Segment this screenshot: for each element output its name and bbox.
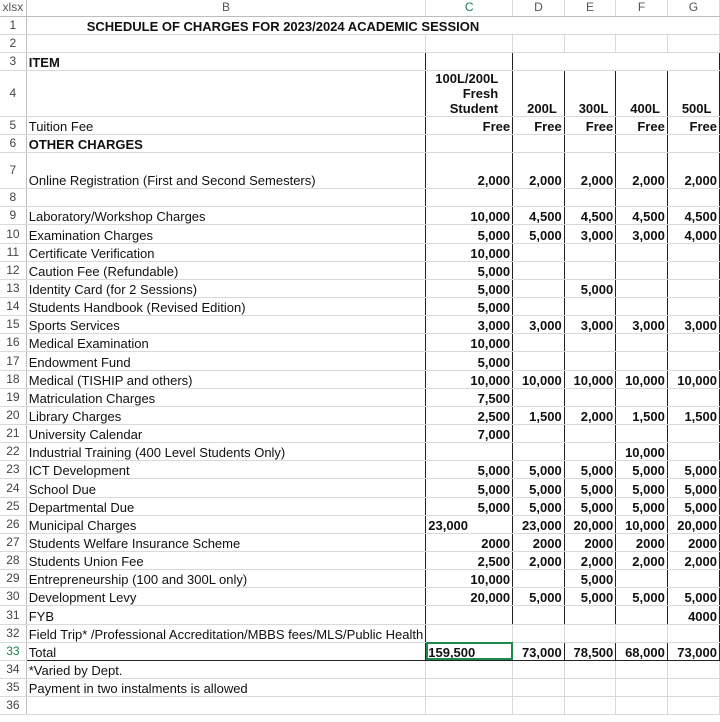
amount-cell-g[interactable] bbox=[667, 279, 719, 297]
amount-cell-c[interactable]: 5,000 bbox=[426, 461, 513, 479]
amount-cell-d[interactable]: 73,000 bbox=[513, 642, 565, 660]
amount-cell-f[interactable] bbox=[616, 388, 668, 406]
amount-cell-d[interactable]: 2000 bbox=[513, 533, 565, 551]
amount-cell-d[interactable]: 5,000 bbox=[513, 497, 565, 515]
amount-cell-e[interactable]: 2,000 bbox=[564, 406, 616, 424]
item-label-cell[interactable]: Entrepreneurship (100 and 300L only) bbox=[26, 570, 426, 588]
amount-cell-c[interactable] bbox=[426, 697, 513, 715]
amount-cell-d[interactable] bbox=[513, 570, 565, 588]
row-header[interactable]: 29 bbox=[0, 570, 26, 588]
cell[interactable] bbox=[26, 70, 426, 116]
item-label-cell[interactable]: Medical (TISHIP and others) bbox=[26, 370, 426, 388]
row-header[interactable]: 6 bbox=[0, 135, 26, 153]
sheet-row bbox=[0, 225, 720, 243]
item-label-cell[interactable]: Students Union Fee bbox=[26, 552, 426, 570]
item-header[interactable]: ITEM bbox=[26, 52, 426, 70]
amount-cell-e[interactable]: 78,500 bbox=[564, 642, 616, 660]
amount-cell-f[interactable] bbox=[616, 624, 668, 642]
column-header-f[interactable]: F bbox=[616, 0, 668, 16]
amount-cell-d[interactable] bbox=[513, 660, 565, 678]
amount-cell-g[interactable] bbox=[667, 388, 719, 406]
row-header[interactable]: 1 bbox=[0, 16, 26, 34]
amount-cell-d[interactable] bbox=[513, 298, 565, 316]
amount-cell-f[interactable] bbox=[616, 679, 668, 697]
amount-cell-g[interactable]: 2,000 bbox=[667, 552, 719, 570]
amount-cell-c[interactable] bbox=[426, 135, 513, 153]
amount-cell-c[interactable]: 3,000 bbox=[426, 316, 513, 334]
sheet-row bbox=[0, 425, 720, 443]
amount-cell-g[interactable]: Free bbox=[667, 116, 719, 134]
amount-cell-d[interactable]: 2,000 bbox=[513, 153, 565, 189]
level-header-e[interactable]: 300L bbox=[564, 70, 616, 116]
item-label-cell[interactable]: Medical Examination bbox=[26, 334, 426, 352]
amount-cell-f[interactable]: 3,000 bbox=[616, 316, 668, 334]
item-label-cell[interactable]: Caution Fee (Refundable) bbox=[26, 261, 426, 279]
sheet-row bbox=[0, 116, 720, 134]
amount-cell-f[interactable] bbox=[616, 425, 668, 443]
sheet-row bbox=[0, 697, 720, 715]
amount-cell-d[interactable] bbox=[513, 189, 565, 207]
cell[interactable] bbox=[667, 34, 719, 52]
row-header[interactable]: 34 bbox=[0, 660, 26, 678]
amount-cell-f[interactable] bbox=[616, 606, 668, 624]
amount-cell-e[interactable]: 5,000 bbox=[564, 279, 616, 297]
select-all-corner[interactable]: xlsx bbox=[0, 0, 26, 16]
amount-cell-d[interactable]: 5,000 bbox=[513, 588, 565, 606]
row-header[interactable]: 36 bbox=[0, 697, 26, 715]
amount-cell-d[interactable] bbox=[513, 334, 565, 352]
amount-cell-g[interactable] bbox=[667, 243, 719, 261]
sheet-row bbox=[0, 261, 720, 279]
amount-cell-e[interactable]: 5,000 bbox=[564, 461, 616, 479]
sheet-row bbox=[0, 370, 720, 388]
amount-cell-c[interactable]: 5,000 bbox=[426, 225, 513, 243]
item-label-cell[interactable]: Industrial Training (400 Level Students Only) bbox=[26, 443, 426, 461]
item-label-cell[interactable]: Library Charges bbox=[26, 406, 426, 424]
amount-cell-e[interactable]: 20,000 bbox=[564, 515, 616, 533]
amount-cell-f[interactable] bbox=[616, 261, 668, 279]
row-header[interactable]: 25 bbox=[0, 497, 26, 515]
amount-cell-g[interactable] bbox=[667, 261, 719, 279]
sheet-row bbox=[0, 153, 720, 189]
amount-cell-g[interactable]: 4,500 bbox=[667, 207, 719, 225]
sheet-row bbox=[0, 443, 720, 461]
amount-cell-g[interactable]: 3,000 bbox=[667, 316, 719, 334]
item-label-cell[interactable] bbox=[26, 697, 426, 715]
item-label-cell[interactable]: Municipal Charges bbox=[26, 515, 426, 533]
amount-cell-c[interactable]: 7,000 bbox=[426, 425, 513, 443]
level-header-f[interactable]: 400L bbox=[616, 70, 668, 116]
amount-cell-d[interactable] bbox=[513, 243, 565, 261]
sheet-row bbox=[0, 552, 720, 570]
amount-cell-c[interactable]: 23,000 bbox=[426, 515, 513, 533]
amount-cell-e[interactable]: 5,000 bbox=[564, 479, 616, 497]
row-header[interactable]: 8 bbox=[0, 189, 26, 207]
amount-cell-e[interactable]: 5,000 bbox=[564, 497, 616, 515]
amount-cell-f[interactable]: 10,000 bbox=[616, 443, 668, 461]
item-label-cell[interactable]: Payment in two instalments is allowed bbox=[26, 679, 426, 697]
amount-cell-f[interactable] bbox=[616, 334, 668, 352]
item-label-cell[interactable]: Students Welfare Insurance Scheme bbox=[26, 533, 426, 551]
amount-cell-e[interactable] bbox=[564, 352, 616, 370]
amount-cell-d[interactable] bbox=[513, 443, 565, 461]
level-header-c[interactable]: 100L/200L Fresh Student bbox=[426, 70, 513, 116]
amount-cell-c[interactable] bbox=[426, 443, 513, 461]
amount-cell-c[interactable]: 5,000 bbox=[426, 352, 513, 370]
item-label-cell[interactable]: Development Levy bbox=[26, 588, 426, 606]
amount-cell-g[interactable]: 5,000 bbox=[667, 588, 719, 606]
amount-cell-c[interactable]: 20,000 bbox=[426, 588, 513, 606]
amount-cell-c[interactable]: 5,000 bbox=[426, 479, 513, 497]
row-header[interactable]: 17 bbox=[0, 352, 26, 370]
amount-cell-c[interactable]: 10,000 bbox=[426, 243, 513, 261]
amount-cell-f[interactable] bbox=[616, 243, 668, 261]
amount-cell-g[interactable]: 5,000 bbox=[667, 461, 719, 479]
sheet-row bbox=[0, 642, 720, 660]
amount-cell-f[interactable] bbox=[616, 570, 668, 588]
sheet-row bbox=[0, 533, 720, 551]
sheet-title[interactable]: SCHEDULE OF CHARGES FOR 2023/2024 ACADEMIC SESSION bbox=[26, 16, 719, 34]
sheet-row bbox=[0, 388, 720, 406]
row-header[interactable]: 24 bbox=[0, 479, 26, 497]
amount-cell-f[interactable] bbox=[616, 352, 668, 370]
amount-cell-c[interactable]: 5,000 bbox=[426, 261, 513, 279]
amount-cell-c[interactable]: 2,500 bbox=[426, 552, 513, 570]
amount-cell-d[interactable] bbox=[513, 425, 565, 443]
amount-cell-g[interactable]: 20,000 bbox=[667, 515, 719, 533]
item-label-cell[interactable]: FYB bbox=[26, 606, 426, 624]
amount-cell-e[interactable] bbox=[564, 697, 616, 715]
amount-cell-g[interactable]: 73,000 bbox=[667, 642, 719, 660]
sheet-row bbox=[0, 207, 720, 225]
amount-cell-e[interactable] bbox=[564, 334, 616, 352]
amount-cell-e[interactable]: Free bbox=[564, 116, 616, 134]
amount-cell-c[interactable]: 5,000 bbox=[426, 298, 513, 316]
amount-cell-g[interactable]: 2,000 bbox=[667, 153, 719, 189]
amount-cell-e[interactable]: 2,000 bbox=[564, 552, 616, 570]
sheet-row bbox=[0, 316, 720, 334]
item-label-cell[interactable]: Field Trip* /Professional Accreditation/MBBS fees/MLS/Public Health bbox=[26, 624, 426, 642]
amount-cell-e[interactable] bbox=[564, 679, 616, 697]
sheet-row bbox=[0, 16, 720, 34]
amount-cell-f[interactable]: 4,500 bbox=[616, 207, 668, 225]
amount-cell-f[interactable] bbox=[616, 697, 668, 715]
column-header-g[interactable]: G bbox=[667, 0, 719, 16]
level-header-row bbox=[0, 70, 720, 116]
amount-cell-g[interactable]: 4,000 bbox=[667, 225, 719, 243]
level-header-g[interactable]: 500L bbox=[667, 70, 719, 116]
amount-cell-f[interactable]: 5,000 bbox=[616, 588, 668, 606]
row-header[interactable]: 2 bbox=[0, 34, 26, 52]
amount-cell-d[interactable]: 5,000 bbox=[513, 479, 565, 497]
amount-cell-d[interactable] bbox=[513, 135, 565, 153]
sheet-row bbox=[0, 588, 720, 606]
row-header[interactable]: 22 bbox=[0, 443, 26, 461]
amount-cell-g[interactable]: 10,000 bbox=[667, 370, 719, 388]
cell[interactable] bbox=[513, 52, 720, 70]
amount-cell-f[interactable]: Free bbox=[616, 116, 668, 134]
amount-cell-e[interactable] bbox=[564, 298, 616, 316]
amount-cell-c[interactable]: 159,500 bbox=[426, 642, 513, 660]
amount-cell-c[interactable]: 2000 bbox=[426, 533, 513, 551]
amount-cell-f[interactable]: 68,000 bbox=[616, 642, 668, 660]
amount-cell-d[interactable]: 2,000 bbox=[513, 552, 565, 570]
sheet-row bbox=[0, 135, 720, 153]
amount-cell-f[interactable]: 5,000 bbox=[616, 461, 668, 479]
amount-cell-c[interactable]: 10,000 bbox=[426, 334, 513, 352]
sheet-row bbox=[0, 515, 720, 533]
row-header[interactable]: 15 bbox=[0, 316, 26, 334]
row-header[interactable]: 30 bbox=[0, 588, 26, 606]
sheet-row bbox=[0, 497, 720, 515]
cell[interactable] bbox=[513, 34, 565, 52]
row-header[interactable]: 23 bbox=[0, 461, 26, 479]
amount-cell-e[interactable]: 3,000 bbox=[564, 225, 616, 243]
amount-cell-g[interactable] bbox=[667, 679, 719, 697]
amount-cell-c[interactable]: 5,000 bbox=[426, 279, 513, 297]
amount-cell-e[interactable] bbox=[564, 243, 616, 261]
amount-cell-c[interactable]: 7,500 bbox=[426, 388, 513, 406]
item-label-cell[interactable]: ICT Development bbox=[26, 461, 426, 479]
item-label-cell[interactable]: Departmental Due bbox=[26, 497, 426, 515]
sheet-row bbox=[0, 606, 720, 624]
amount-cell-c[interactable] bbox=[426, 660, 513, 678]
amount-cell-e[interactable] bbox=[564, 425, 616, 443]
sheet-row bbox=[0, 570, 720, 588]
row-header[interactable]: 32 bbox=[0, 624, 26, 642]
amount-cell-g[interactable] bbox=[667, 624, 719, 642]
amount-cell-c[interactable] bbox=[426, 189, 513, 207]
amount-cell-g[interactable] bbox=[667, 352, 719, 370]
amount-cell-f[interactable] bbox=[616, 660, 668, 678]
amount-cell-d[interactable]: 3,000 bbox=[513, 316, 565, 334]
item-label-cell[interactable]: Examination Charges bbox=[26, 225, 426, 243]
amount-cell-c[interactable]: 2,000 bbox=[426, 153, 513, 189]
column-header-d[interactable]: D bbox=[513, 0, 565, 16]
row-header[interactable]: 33 bbox=[0, 642, 26, 660]
item-label-cell[interactable] bbox=[26, 189, 426, 207]
amount-cell-g[interactable]: 1,500 bbox=[667, 406, 719, 424]
amount-cell-d[interactable] bbox=[513, 388, 565, 406]
amount-cell-g[interactable] bbox=[667, 443, 719, 461]
amount-cell-g[interactable] bbox=[667, 334, 719, 352]
amount-cell-d[interactable]: 10,000 bbox=[513, 370, 565, 388]
sheet-row bbox=[0, 624, 720, 642]
amount-cell-g[interactable] bbox=[667, 570, 719, 588]
item-label-cell[interactable]: Sports Services bbox=[26, 316, 426, 334]
row-header[interactable]: 18 bbox=[0, 370, 26, 388]
amount-cell-d[interactable] bbox=[513, 352, 565, 370]
cell[interactable] bbox=[616, 34, 668, 52]
amount-cell-g[interactable]: 4000 bbox=[667, 606, 719, 624]
amount-cell-e[interactable] bbox=[564, 135, 616, 153]
sheet-row bbox=[0, 52, 720, 70]
row-header[interactable]: 20 bbox=[0, 406, 26, 424]
amount-cell-e[interactable]: 5,000 bbox=[564, 588, 616, 606]
item-label-cell[interactable]: Endowment Fund bbox=[26, 352, 426, 370]
sheet-row bbox=[0, 660, 720, 678]
amount-cell-e[interactable]: 4,500 bbox=[564, 207, 616, 225]
sheet-row bbox=[0, 243, 720, 261]
item-label-cell[interactable]: University Calendar bbox=[26, 425, 426, 443]
row-header[interactable]: 4 bbox=[0, 70, 26, 116]
amount-cell-e[interactable]: 2,000 bbox=[564, 153, 616, 189]
row-header[interactable]: 13 bbox=[0, 279, 26, 297]
amount-cell-f[interactable]: 5,000 bbox=[616, 479, 668, 497]
amount-cell-c[interactable]: 2,500 bbox=[426, 406, 513, 424]
column-header-e[interactable]: E bbox=[564, 0, 616, 16]
amount-cell-f[interactable] bbox=[616, 298, 668, 316]
cell[interactable] bbox=[564, 34, 616, 52]
amount-cell-c[interactable]: 5,000 bbox=[426, 497, 513, 515]
sheet-row bbox=[0, 279, 720, 297]
amount-cell-c[interactable]: 10,000 bbox=[426, 370, 513, 388]
sheet-row bbox=[0, 334, 720, 352]
amount-cell-d[interactable]: 23,000 bbox=[513, 515, 565, 533]
item-label-cell[interactable]: Certificate Verification bbox=[26, 243, 426, 261]
sheet-row bbox=[0, 406, 720, 424]
item-label-cell[interactable]: *Varied by Dept. bbox=[26, 660, 426, 678]
cell[interactable] bbox=[426, 52, 513, 70]
amount-cell-f[interactable]: 10,000 bbox=[616, 515, 668, 533]
amount-cell-f[interactable]: 2,000 bbox=[616, 153, 668, 189]
amount-cell-d[interactable]: 4,500 bbox=[513, 207, 565, 225]
amount-cell-e[interactable] bbox=[564, 443, 616, 461]
amount-cell-g[interactable] bbox=[667, 660, 719, 678]
row-header[interactable]: 35 bbox=[0, 679, 26, 697]
amount-cell-c[interactable]: 10,000 bbox=[426, 207, 513, 225]
amount-cell-d[interactable] bbox=[513, 279, 565, 297]
amount-cell-c[interactable] bbox=[426, 679, 513, 697]
item-label-cell[interactable]: Matriculation Charges bbox=[26, 388, 426, 406]
amount-cell-d[interactable]: 5,000 bbox=[513, 225, 565, 243]
item-label-cell[interactable]: Total bbox=[26, 642, 426, 660]
row-header[interactable]: 3 bbox=[0, 52, 26, 70]
amount-cell-f[interactable] bbox=[616, 135, 668, 153]
row-header[interactable]: 14 bbox=[0, 298, 26, 316]
amount-cell-g[interactable]: 5,000 bbox=[667, 479, 719, 497]
item-label-cell[interactable]: OTHER CHARGES bbox=[26, 135, 426, 153]
amount-cell-g[interactable]: 5,000 bbox=[667, 497, 719, 515]
row-header[interactable]: 11 bbox=[0, 243, 26, 261]
amount-cell-d[interactable] bbox=[513, 606, 565, 624]
row-header[interactable]: 7 bbox=[0, 153, 26, 189]
amount-cell-g[interactable] bbox=[667, 697, 719, 715]
amount-cell-e[interactable] bbox=[564, 261, 616, 279]
row-header[interactable]: 16 bbox=[0, 334, 26, 352]
sheet-row bbox=[0, 189, 720, 207]
row-header[interactable]: 5 bbox=[0, 116, 26, 134]
amount-cell-c[interactable] bbox=[426, 624, 513, 642]
item-label-cell[interactable]: Identity Card (for 2 Sessions) bbox=[26, 279, 426, 297]
amount-cell-f[interactable]: 10,000 bbox=[616, 370, 668, 388]
amount-cell-g[interactable] bbox=[667, 298, 719, 316]
item-label-cell[interactable]: Online Registration (First and Second Semesters) bbox=[26, 153, 426, 189]
item-label-cell[interactable]: Students Handbook (Revised Edition) bbox=[26, 298, 426, 316]
column-header-c[interactable]: C bbox=[426, 0, 513, 16]
level-header-d[interactable]: 200L bbox=[513, 70, 565, 116]
row-header[interactable]: 19 bbox=[0, 388, 26, 406]
sheet-row bbox=[0, 298, 720, 316]
amount-cell-c[interactable] bbox=[426, 606, 513, 624]
amount-cell-f[interactable]: 2000 bbox=[616, 533, 668, 551]
amount-cell-f[interactable]: 2,000 bbox=[616, 552, 668, 570]
item-label-cell[interactable]: School Due bbox=[26, 479, 426, 497]
sheet-row bbox=[0, 479, 720, 497]
amount-cell-e[interactable] bbox=[564, 388, 616, 406]
amount-cell-f[interactable]: 1,500 bbox=[616, 406, 668, 424]
item-label-cell[interactable]: Tuition Fee bbox=[26, 116, 426, 134]
amount-cell-g[interactable]: 2000 bbox=[667, 533, 719, 551]
amount-cell-e[interactable]: 2000 bbox=[564, 533, 616, 551]
amount-cell-g[interactable] bbox=[667, 135, 719, 153]
row-header[interactable]: 21 bbox=[0, 425, 26, 443]
sheet-row bbox=[0, 461, 720, 479]
amount-cell-e[interactable] bbox=[564, 606, 616, 624]
amount-cell-d[interactable] bbox=[513, 679, 565, 697]
amount-cell-d[interactable] bbox=[513, 624, 565, 642]
row-header[interactable]: 28 bbox=[0, 552, 26, 570]
amount-cell-f[interactable] bbox=[616, 279, 668, 297]
amount-cell-e[interactable]: 5,000 bbox=[564, 570, 616, 588]
column-header-b[interactable]: B bbox=[26, 0, 426, 16]
amount-cell-g[interactable] bbox=[667, 189, 719, 207]
item-label-cell[interactable]: Laboratory/Workshop Charges bbox=[26, 207, 426, 225]
cell[interactable] bbox=[426, 34, 513, 52]
amount-cell-g[interactable] bbox=[667, 425, 719, 443]
row-header[interactable]: 27 bbox=[0, 533, 26, 551]
row-header[interactable]: 10 bbox=[0, 225, 26, 243]
cell[interactable] bbox=[26, 34, 426, 52]
amount-cell-d[interactable]: Free bbox=[513, 116, 565, 134]
column-header-row bbox=[0, 0, 720, 16]
amount-cell-d[interactable]: 1,500 bbox=[513, 406, 565, 424]
row-header[interactable]: 9 bbox=[0, 207, 26, 225]
sheet-row bbox=[0, 34, 720, 52]
row-header[interactable]: 12 bbox=[0, 261, 26, 279]
amount-cell-d[interactable]: 5,000 bbox=[513, 461, 565, 479]
amount-cell-e[interactable] bbox=[564, 624, 616, 642]
amount-cell-e[interactable] bbox=[564, 660, 616, 678]
row-header[interactable]: 26 bbox=[0, 515, 26, 533]
amount-cell-e[interactable]: 10,000 bbox=[564, 370, 616, 388]
amount-cell-f[interactable]: 5,000 bbox=[616, 497, 668, 515]
amount-cell-e[interactable]: 3,000 bbox=[564, 316, 616, 334]
amount-cell-f[interactable] bbox=[616, 189, 668, 207]
amount-cell-d[interactable] bbox=[513, 261, 565, 279]
amount-cell-f[interactable]: 3,000 bbox=[616, 225, 668, 243]
sheet-row bbox=[0, 352, 720, 370]
amount-cell-d[interactable] bbox=[513, 697, 565, 715]
amount-cell-c[interactable]: Free bbox=[426, 116, 513, 134]
amount-cell-e[interactable] bbox=[564, 189, 616, 207]
row-header[interactable]: 31 bbox=[0, 606, 26, 624]
amount-cell-c[interactable]: 10,000 bbox=[426, 570, 513, 588]
sheet-row bbox=[0, 679, 720, 697]
